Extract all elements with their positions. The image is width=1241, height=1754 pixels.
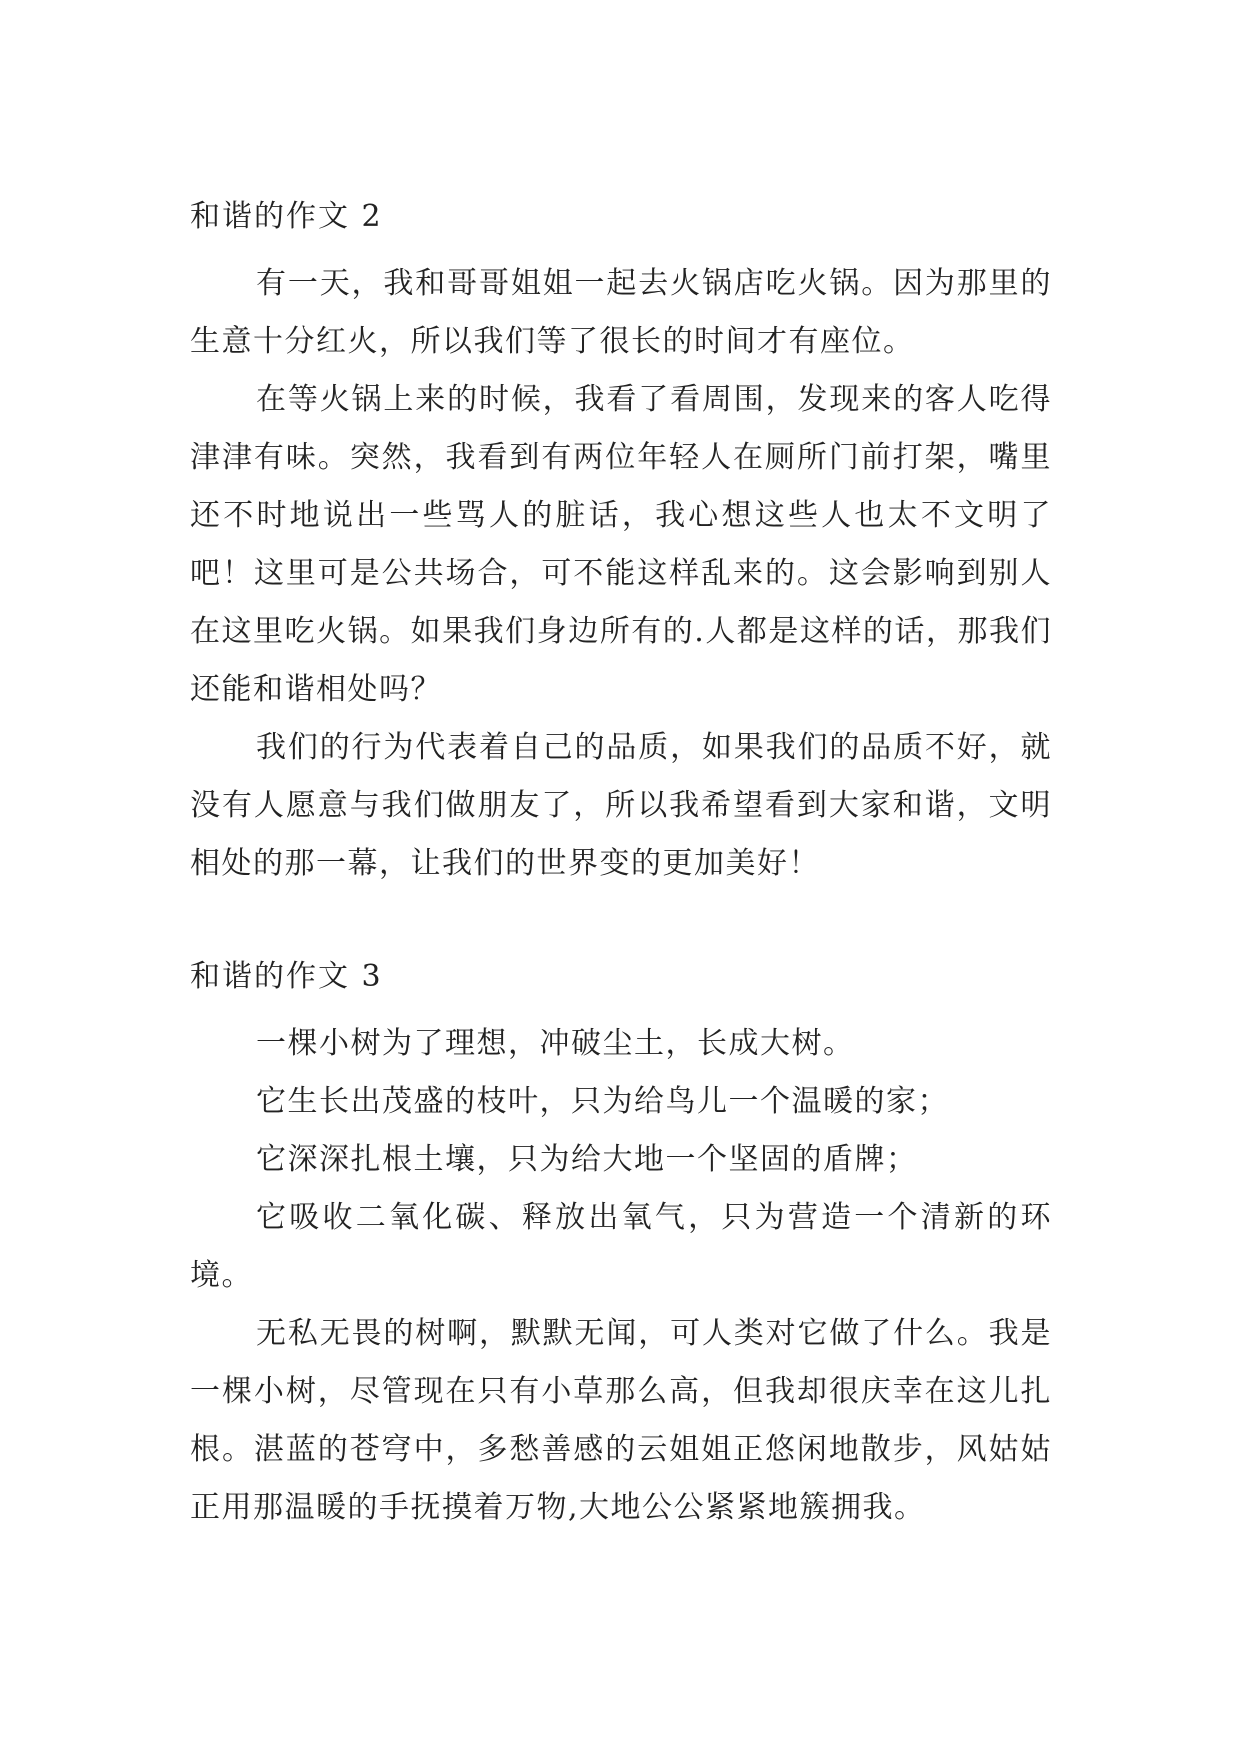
paragraph: 它生长出茂盛的枝叶，只为给鸟儿一个温暖的家； — [256, 1084, 949, 1119]
document-body — [190, 197, 1052, 1537]
paragraph: 它吸收二氧化碳、释放出氧气，只为营造一个清新的环境。 — [190, 1200, 1052, 1293]
section-title: 和谐的作文 3 — [190, 959, 383, 994]
paragraph: 有一天，我和哥哥姐姐一起去火锅店吃火锅。因为那里的生意十分红火，所以我们等了很长的时间才有座位。 — [190, 266, 1052, 359]
paragraph: 它深深扎根土壤，只为给大地一个坚固的盾牌； — [256, 1142, 918, 1177]
paragraph: 在等火锅上来的时候，我看了看周围，发现来的客人吃得津津有味。突然，我看到有两位年轻人在厕所门前打架，嘴里还不时地说出一些骂人的脏话，我心想这些人也太不文明了吧！这里可是公共场合，可不能这样乱来的。这会影响到别人在这里吃火锅。如果我们身边所有的.人都是这样的话，那我们还能和谐相处吗？ — [190, 382, 1052, 707]
essay-section-2 — [190, 197, 1052, 893]
paragraph: 无私无畏的树啊，默默无闻，可人类对它做了什么。我是一棵小树，尽管现在只有小草那么高，但我却很庆幸在这儿扎根。湛蓝的苍穹中，多愁善感的云姐姐正悠闲地散步，风姑姑正用那温暖的手抚摸着万物,大地公公紧紧地簇拥我。 — [190, 1316, 1052, 1525]
section-title: 和谐的作文 2 — [190, 199, 383, 234]
essay-section-3 — [190, 957, 1052, 1537]
paragraph: 我们的行为代表着自己的品质，如果我们的品质不好，就没有人愿意与我们做朋友了，所以我希望看到大家和谐，文明相处的那一幕，让我们的世界变的更加美好！ — [190, 730, 1052, 881]
paragraph: 一棵小树为了理想，冲破尘土，长成大树。 — [256, 1026, 855, 1061]
